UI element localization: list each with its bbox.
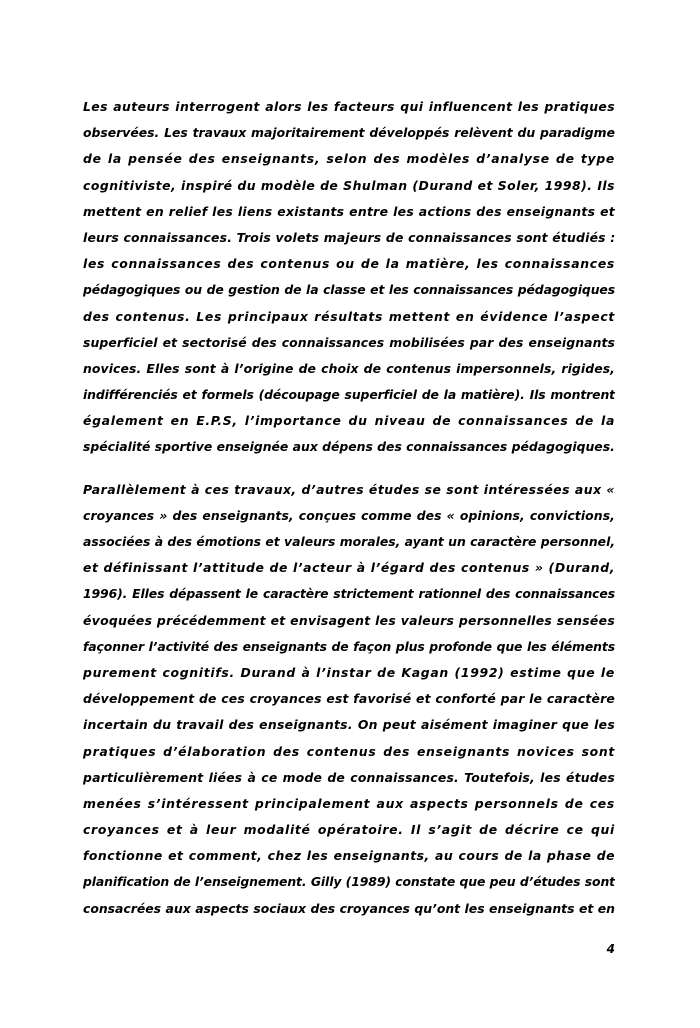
text-line: associées à des émotions et valeurs morales, ayant un caractère personnel, — [83, 534, 615, 549]
text-line: planification de l’enseignement. Gilly (1989) constate que peu d’études sont — [83, 874, 615, 890]
text-line: observées. Les travaux majoritairement développés relèvent du paradigme — [83, 125, 615, 141]
text-line: pratiques d’élaboration des contenus des enseignants novices sont — [83, 743, 615, 759]
text-line: superficiel et sectorisé des connaissances mobilisées par des enseignants — [83, 334, 615, 350]
text-line: et définissant l’attitude de l’acteur à l’égard des contenus » (Durand, — [83, 560, 615, 576]
text-line: évoquées précédemment et envisagent les valeurs personnelles sensées — [83, 612, 615, 628]
text-line: Parallèlement à ces travaux, d’autres études se sont intéressées aux « — [83, 481, 615, 497]
text-line: novices. Elles sont à l’origine de choix de contenus impersonnels, rigides, — [83, 360, 615, 376]
text-line: croyances et à leur modalité opératoire. Il s’agit de décrire ce qui — [83, 822, 615, 838]
text-line: particulièrement liées à ce mode de connaissances. Toutefois, les études — [83, 769, 615, 785]
text-line: fonctionne et comment, chez les enseignants, au cours de la phase de — [83, 848, 615, 864]
text-line: de la pensée des enseignants, selon des modèles d’analyse de type — [83, 151, 615, 167]
text-line: mettent en relief les liens existants entre les actions des enseignants et — [83, 203, 615, 219]
text-line: pédagogiques ou de gestion de la classe et les connaissances pédagogiques — [83, 282, 615, 298]
text-line: façonner l’activité des enseignants de façon plus profonde que les éléments — [83, 638, 615, 654]
text-line: leurs connaissances. Trois volets majeurs de connaissances sont étudiés : — [83, 229, 615, 245]
text-line: indifférenciés et formels (découpage superficiel de la matière). Ils montrent — [83, 387, 615, 403]
text-line: cognitiviste, inspiré du modèle de Shulman (Durand et Soler, 1998). Ils — [83, 177, 615, 193]
text-line: développement de ces croyances est favorisé et conforté par le caractère — [83, 691, 615, 707]
text-line: croyances » des enseignants, conçues comme des « opinions, convictions, — [83, 507, 615, 523]
text-line: purement cognitifs. Durand à l’instar de Kagan (1992) estime que le — [83, 664, 615, 680]
text-line: incertain du travail des enseignants. On peut aisément imaginer que les — [83, 717, 615, 733]
text-line: spécialité sportive enseignée aux dépens des connaissances pédagogiques. — [83, 439, 615, 455]
paragraph-1 — [83, 94, 615, 461]
text-line: consacrées aux aspects sociaux des croyances qu’ont les enseignants et en — [83, 900, 615, 916]
text-line: 1996). Elles dépassent le caractère strictement rationnel des connaissances — [83, 586, 615, 602]
text-line: Les auteurs interrogent alors les facteurs qui influencent les pratiques — [83, 99, 615, 114]
text-line: les connaissances des contenus ou de la matière, les connaissances — [83, 256, 615, 272]
page-number: 4 — [606, 942, 615, 956]
document-page — [83, 94, 615, 922]
paragraph-2 — [83, 477, 615, 922]
text-line: également en E.P.S, l’importance du niveau de connaissances de la — [83, 413, 615, 429]
text-line: des contenus. Les principaux résultats mettent en évidence l’aspect — [83, 308, 615, 324]
text-line: menées s’intéressent principalement aux aspects personnels de ces — [83, 795, 615, 811]
